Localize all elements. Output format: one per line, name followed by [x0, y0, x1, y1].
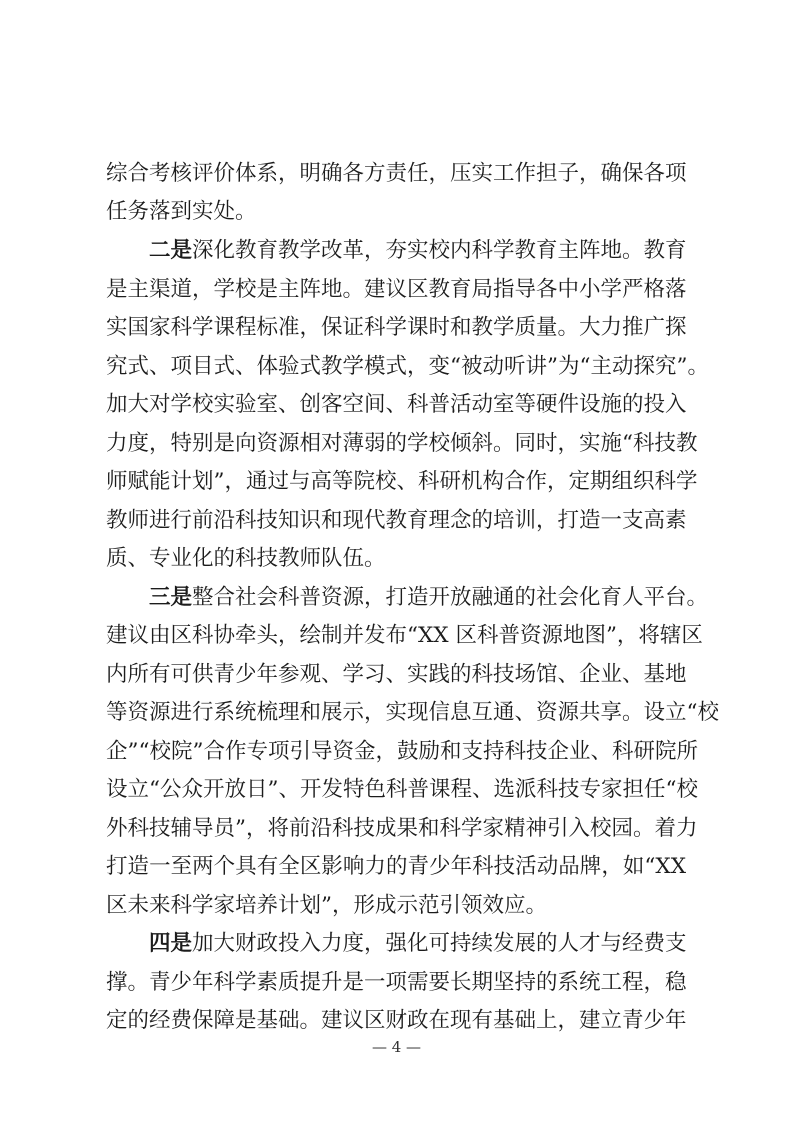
paragraph-lead: 三是	[149, 585, 193, 610]
page-number: — 4 —	[371, 1038, 422, 1056]
paragraph-first-line	[149, 925, 686, 963]
text-span: 整合社会科普资源，打造开放融通的社会化育人平台。	[192, 585, 709, 610]
text-line: 企”“校院”合作专项引导资金，鼓励和支持科技企业、科研院所	[106, 739, 698, 764]
text-line: 等资源进行系统梳理和展示，实现信息互通、资源共享。设立“校	[106, 700, 719, 725]
text-line: 撑。青少年科学素质提升是一项需要长期坚持的系统工程，稳	[106, 970, 687, 995]
text-line: 质、专业化的科技教师队伍。	[106, 546, 386, 571]
text-span: 深化教育教学改革，夯实校内科学教育主阵地。教育	[192, 238, 687, 263]
text-line: 任务落到实处。	[106, 199, 257, 224]
text-line: 力度，特别是向资源相对薄弱的学校倾斜。同时，实施“科技教	[106, 431, 698, 456]
text-line: 设立“公众开放日”、开发特色科普课程、选派科技专家担任“校	[106, 777, 698, 802]
text-line: 实国家科学课程标准，保证科学课时和教学质量。大力推广探	[106, 315, 687, 340]
text-span: 加大财政投入力度，强化可持续发展的人才与经费支	[192, 931, 687, 956]
paragraph-lead: 四是	[149, 931, 193, 956]
text-line: 综合考核评价体系，明确各方责任，压实工作担子，确保各项	[106, 161, 687, 186]
text-line: 区未来科学家培养计划”，形成示范引领效应。	[106, 893, 547, 918]
text-line: 建议由区科协牵头，绘制并发布“XX 区科普资源地图”，将辖区	[106, 623, 703, 648]
text-line: 定的经费保障是基础。建议区财政在现有基础上，建立青少年	[106, 1008, 687, 1033]
text-line: 是主渠道，学校是主阵地。建议区教育局指导各中小学严格落	[106, 277, 687, 302]
text-line: 师赋能计划”，通过与高等院校、科研机构合作，定期组织科学	[106, 469, 698, 494]
paragraph-first-line	[149, 579, 709, 617]
paragraph-first-line	[149, 232, 686, 270]
text-line: 究式、项目式、体验式教学模式，变“被动听讲”为“主动探究”。	[106, 354, 709, 379]
text-line: 教师进行前沿科技知识和现代教育理念的培训，打造一支高素	[106, 508, 687, 533]
text-line: 打造一至两个具有全区影响力的青少年科技活动品牌，如“XX	[106, 854, 686, 879]
paragraph-lead: 二是	[149, 238, 193, 263]
text-line: 外科技辅导员”，将前沿科技成果和科学家精神引入校园。着力	[106, 816, 698, 841]
text-line: 内所有可供青少年参观、学习、实践的科技场馆、企业、基地	[106, 662, 687, 687]
text-line: 加大对学校实验室、创客空间、科普活动室等硬件设施的投入	[106, 392, 687, 417]
